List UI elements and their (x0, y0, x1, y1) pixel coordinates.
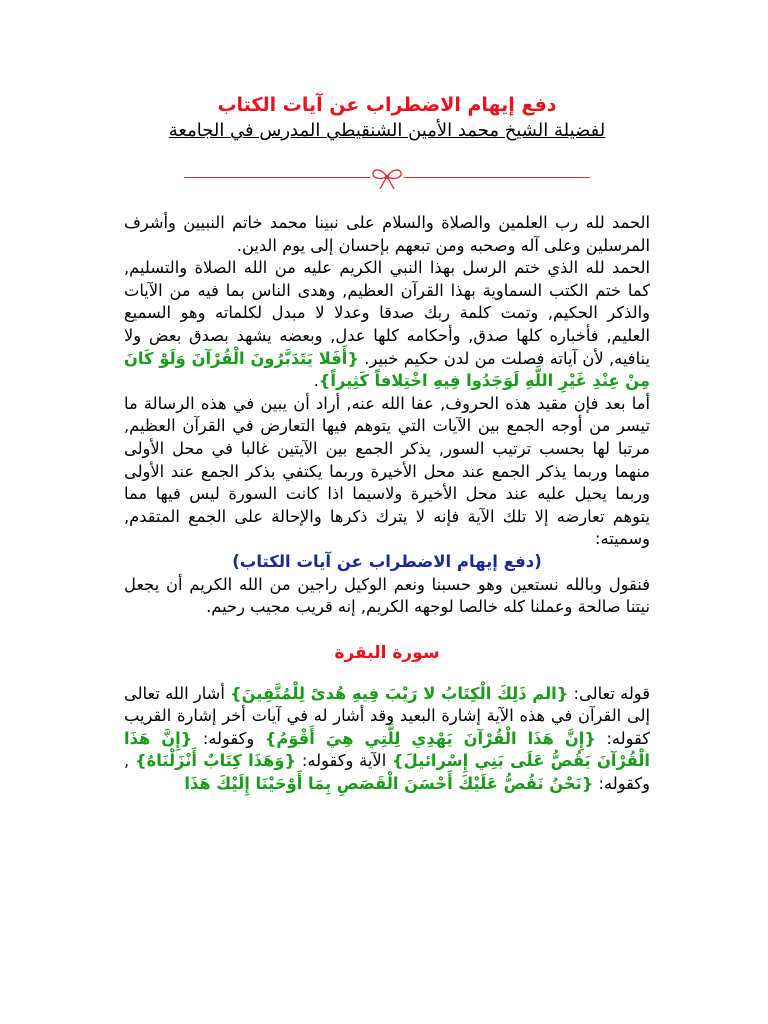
quran-verse: {نَحْنُ نَقُصُّ عَلَيْكَ أَحْسَنَ الْقَصَصِ بِمَا أَوْحَيْنَا إِلَيْكَ هَذَا (184, 774, 594, 794)
surah-text-b: أشار الله تعالى إلى القرآن في هذه الآية إشارة البعيد وقد أشار له في آيات أخر إشارة القريب كقوله: (124, 683, 651, 748)
surah-paragraph (124, 683, 650, 796)
quran-verse: {أَفَلا يَتَدَبَّرُونَ الْقُرْآنَ وَلَوْ كَانَ مِنْ عِنْدِ غَيْرِ اللَّهِ لَوَجَدُوا فِيهِ اخْتِلافاً كَثِيراً} (124, 348, 650, 391)
quran-verse: {إِنَّ هَذَا الْقُرْآنَ يَقُصُّ عَلَى بَنِي إِسْرائيلَ} (124, 728, 650, 771)
book-name-heading: (دفع إيهام الاضطراب عن آيات الكتاب) (232, 551, 542, 571)
surah-text-c: وكقوله: (192, 728, 265, 748)
intro-paragraph-1: الحمد لله رب العلمين والصلاة والسلام على نبينا محمد خاتم النبيين وأشرف المرسلين وعلى آله وصحبه ومن تبعهم بإحسان إلى يوم الدين. (124, 213, 650, 255)
intro-paragraph-4: فنقول وبالله نستعين وهو حسبنا ونعم الوكيل راجين من الله الكريم أن يجعل نيتنا صالحة وعملنا كله خالصا لوجهه الكريم, إنه قريب مجيب رحيم. (124, 574, 650, 617)
surah-heading: سورة البقرة (334, 642, 440, 663)
intro-paragraph-2 (124, 257, 650, 393)
ribbon-bow-icon (370, 164, 404, 192)
document-title: دفع إيهام الاضطراب عن آيات الكتاب (217, 94, 557, 116)
surah-text-a: قوله تعالى: (568, 683, 650, 703)
quran-verse: {إِنَّ هَذَا الْقُرْآنَ يَهْدِي لِلَّتِي هِيَ أَقْوَمُ} (264, 728, 596, 748)
surah-text-d: الآية وكقوله: (296, 751, 393, 771)
document-subtitle: لفضيلة الشيخ محمد الأمين الشنقيطي المدرس في الجامعة (168, 120, 606, 141)
ornamental-divider (124, 164, 650, 192)
quran-verse: {الم ذَلِكَ الْكِتَابُ لا رَيْبَ فِيهِ هُدىً لِلْمُتَّقِينَ} (230, 683, 569, 703)
surah-text-e: , وكقوله: (124, 751, 650, 794)
intro-paragraph-2-end: . (313, 371, 319, 391)
intro-paragraph-3: أما بعد فإن مقيد هذه الحروف, عفا الله عنه, أراد أن يبين في هذه الرسالة ما تيسر من أوجه الجمع بين الآيات التي يتوهم فيها التعارض في القرآن العظيم, مرتبا لها بحسب ترتيب السور, يذكر الجمع بين الآيتين غالبا في محل الأولى منهما وربما يذكر الجمع عند محل الأخيرة وربما يكتفي بذكر الجمع عند الأولى وربما يحيل عليه عند محل الأخيرة ولاسيما اذا كانت السورة ليس فيها مما يتوهم تعارضه إلا تلك الآية فإنه لا يترك ذكرها والإحالة على الجمع المتقدم, وسميته: (124, 393, 650, 549)
quran-verse: {وَهَذَا كِتَابٌ أَنْزَلْنَاهُ} (135, 751, 297, 771)
intro-paragraph-2-text: الحمد لله الذي ختم الرسل بهذا النبي الكريم عليه من الله الصلاة والتسليم, كما ختم الكتب السماوية بهذا القرآن العظيم, وهدى الناس بما فيه من الآيات والذكر الحكيم, وتمت كلمة ربك صدقا وعدلا لا مبدل لكلماته وهو السميع العليم, فأخباره كلها صدق, وأحكامه كلها عدل, وبعضه يشهد بصدق بعض ولا ينافيه, لأن آياته فصلت من لدن حكيم خبير. (124, 258, 650, 368)
